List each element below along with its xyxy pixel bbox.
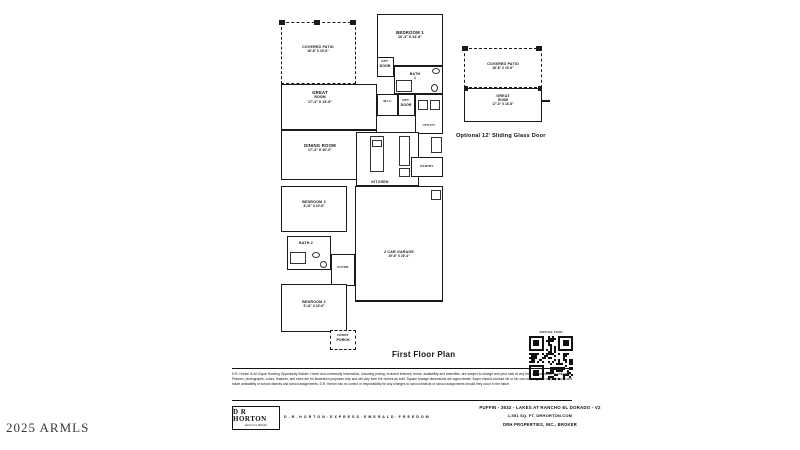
room-foyer [331,254,355,286]
bath-2-tub [290,252,306,264]
logo-sub-text: America's Builder [244,423,268,428]
garage-water-heater [431,190,441,200]
opt-label-great-room-b: ROOM [498,98,508,103]
credits-line-1: PUFFIN - 3632 - LAKES AT RANCHO EL DORADO - V2 [479,405,601,410]
label-covered-patio-dim: 18'-8" X 10'-6" [307,49,329,54]
label-kitchen [371,180,388,184]
kitchen-counter [399,136,410,166]
label-bedroom-2-dim: 9'-11" X 10'-6" [303,304,325,309]
label-great-room [308,90,332,104]
label-bedroom-3-dim: 9'-11" X 10'-6" [303,204,325,209]
label-opt-door-upper-a: OPT. [381,59,389,63]
label-front-porch-a: FRONT [337,333,349,337]
optional-slider-title: Optional 12' Sliding Glass Door [456,133,546,139]
label-wic-name: W.I.C. [383,99,393,103]
label-bedroom-1-dim: 16'-4" X 13'-8" [398,35,422,40]
label-kitchen-name: KITCHEN [371,180,389,184]
kitchen-sink [372,140,382,147]
dr-horton-logo [232,406,280,430]
credits-block [440,405,640,427]
label-foyer [337,266,348,270]
label-opt-door-upper [380,60,391,68]
qr-caption: VIRTUAL TOUR [539,330,563,334]
opt-patio-post-right [536,46,542,51]
opt-wall-stub-right [542,100,550,102]
label-opt-door-lower-b: DOOR [400,102,412,107]
patio-post-right [350,20,356,25]
label-foyer-name: FOYER [337,265,349,269]
opt-slider-jamb-left [464,86,468,91]
label-utility-name: UTILITY [422,123,436,127]
room-garage [355,186,443,302]
label-bedroom-3-name: BEDROOM 3 [302,200,326,204]
label-bath-2-name: BATH 2 [299,241,313,245]
opt-label-covered-patio-name: COVERED PATIO [487,62,519,66]
patio-post-left [279,20,285,25]
bath-2-sink [312,252,320,258]
label-great-room-a: GREAT [312,90,328,95]
label-bath-1-num: 1 [414,76,416,81]
credits-line-3: DRH PROPERTIES, INC., BROKER [502,421,577,427]
patio-post-mid [314,20,320,25]
label-bedroom-2 [302,300,326,308]
label-bath-1-name: BATH [409,72,421,76]
opt-label-covered-patio-dim: 18'-8" X 10'-6" [492,66,514,71]
label-bedroom-3 [302,200,326,208]
label-covered-patio-name: COVERED PATIO [302,45,334,49]
bath-1-sink [432,68,440,74]
label-great-room-dim: 17'-4" X 13'-8" [308,99,332,104]
label-front-porch-b: PORCH [336,337,350,342]
label-dining-name: DINING ROOM [304,143,336,148]
opt-slider-jamb-right [538,86,542,91]
garage-door-opening [356,300,442,302]
label-dining-dim: 17'-4" X 10'-0" [308,148,332,153]
label-garage-name: 2 CAR GARAGE [384,250,414,254]
brand-tagline: D . R . H O R T O N · E X P R E S S · E M E R A L D · F R E E D O M [284,415,430,419]
label-bedroom-1 [396,30,424,40]
label-dining [304,143,336,153]
label-wic [383,100,392,104]
bath-1-toilet [431,84,438,92]
label-great-room-b: ROOM [314,95,326,100]
label-opt-door-upper-b: DOOR [379,63,391,68]
room-wic [377,94,398,116]
divider-bottom [232,400,572,401]
label-garage [384,250,414,258]
credits-line-2: 1,551 SQ. FT. DRHORTON.COM [507,412,573,418]
opt-label-great-room-a: GREAT [496,94,510,98]
kitchen-range [399,168,410,177]
logo-main-text: D R HORTON [233,407,267,423]
bath-2-toilet [320,261,327,268]
label-utility [423,124,436,128]
room-bedroom-3 [281,186,347,232]
opt-label-great-room-dim: 17'-4" X 13'-8" [492,102,514,107]
label-pantry-name: PANTRY [420,164,434,168]
plan-title: First Floor Plan [392,350,456,359]
label-bath-2 [299,241,313,245]
disclaimer-text: D.R. Horton is An Equal Housing Opportunity Builder. Home and community information, including pricing, included features, terms, availability and amenities, are subject to change and prior sale at any time without notice or obligation. Pictures, photographs, colors, features, and sizes are for illustration purposes only and will vary from the homes as built. Square footage dimensions are approximate. Buyer should conduct his or her own investigation of the present and future availability of school districts and school assignments. D.R. Horton has no control or responsibility for any changes to school districts or school assignments should they occur in the future. [232,372,572,387]
opt-patio-post-left [462,46,468,51]
bath-1-tub [396,80,412,92]
label-bedroom-2-name: BEDROOM 2 [302,300,326,304]
opt-label-great-room [492,94,513,106]
label-opt-door-lower-a: OPT. [402,98,410,102]
label-bedroom-1-name: BEDROOM 1 [396,30,424,35]
fridge [431,137,442,153]
divider-top [232,368,572,369]
watermark: 2025 ARMLS [6,420,90,435]
label-pantry [420,165,433,169]
opt-label-covered-patio [487,62,519,70]
label-garage-dim: 19'-6" X 20'-4" [388,254,410,259]
label-opt-door-lower [401,99,412,107]
utility-dryer [430,100,440,110]
label-front-porch [337,334,350,342]
utility-washer [418,100,428,110]
label-covered-patio [302,45,334,53]
